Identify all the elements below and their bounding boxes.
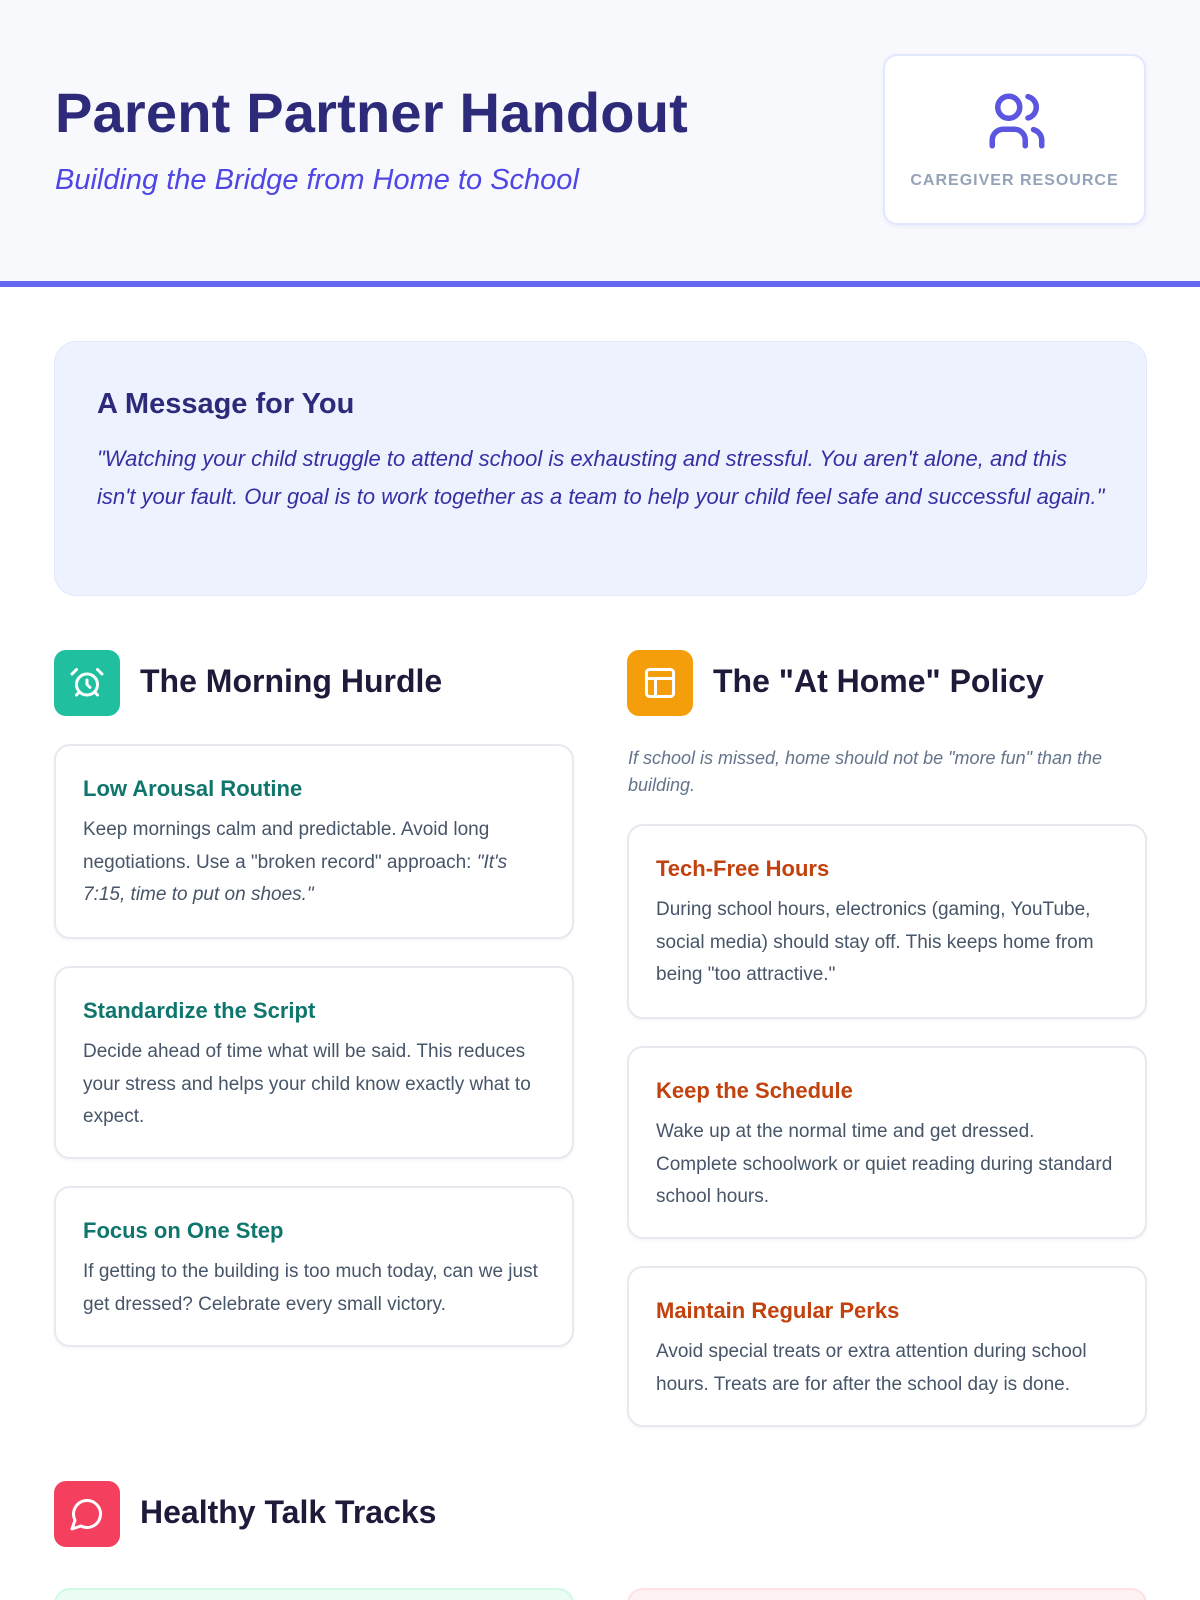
talk-icon-tile: [54, 1481, 120, 1547]
caregiver-badge: [883, 54, 1146, 225]
message-box: [54, 341, 1147, 596]
card-low-arousal-routine: [54, 744, 574, 939]
message-body: "Watching your child struggle to attend school is exhausting and stressful. You aren't alone, and this isn't your fault. Our goal is to work together as a team to help your child feel safe and successful again.": [97, 446, 1105, 509]
badge-label: CAREGIVER RESOURCE: [910, 172, 1119, 189]
talk-card-right: [627, 1588, 1147, 1600]
card-title: Focus on One Step: [83, 1218, 284, 1243]
card-standardize-script: [54, 966, 574, 1159]
chat-bubble-icon: [69, 1496, 105, 1532]
morning-section-header: [54, 650, 574, 716]
card-title: Keep the Schedule: [656, 1078, 853, 1103]
card-body: Wake up at the normal time and get dressed. Complete schoolwork or quiet reading during standard school hours.: [656, 1121, 1113, 1207]
home-section-title: The "At Home" Policy: [713, 663, 1044, 699]
users-icon: [984, 88, 1050, 154]
talk-section-title: Healthy Talk Tracks: [140, 1494, 437, 1530]
header: [0, 0, 1200, 287]
card-title: Tech-Free Hours: [656, 856, 830, 881]
card-body: Decide ahead of time what will be said. This reduces your stress and helps your child know exactly what to expect.: [83, 1041, 531, 1127]
card-quote: "It's 7:15, time to put on shoes.": [83, 851, 508, 905]
talk-section-header: [54, 1481, 654, 1547]
card-body: If getting to the building is too much today, can we just get dressed? Celebrate every small victory.: [83, 1261, 538, 1315]
card-tech-free-hours: [627, 824, 1147, 1019]
card-maintain-perks: [627, 1266, 1147, 1427]
alarm-clock-icon: [69, 665, 105, 701]
page-title: Parent Partner Handout: [55, 81, 688, 144]
card-focus-one-step: [54, 1186, 574, 1347]
home-policy-note: If school is missed, home should not be "more fun" than the building.: [628, 748, 1103, 795]
card-body: During school hours, electronics (gaming, YouTube, social media) should stay off. This keeps home from being "too attractive.": [656, 899, 1094, 985]
card-title: Low Arousal Routine: [83, 776, 303, 801]
card-keep-schedule: [627, 1046, 1147, 1239]
morning-section-title: The Morning Hurdle: [140, 663, 443, 699]
home-section-header: [627, 650, 1147, 716]
card-body: Keep mornings calm and predictable. Avoid long negotiations. Use a "broken record" approach: "It's 7:15, time to put on shoes.": [83, 819, 508, 905]
morning-icon-tile: [54, 650, 120, 716]
message-heading: A Message for You: [97, 388, 355, 420]
card-title: Maintain Regular Perks: [656, 1298, 900, 1323]
talk-card-left: [54, 1588, 574, 1600]
home-icon-tile: [627, 650, 693, 716]
page-subtitle: Building the Bridge from Home to School: [55, 164, 579, 196]
card-title: Standardize the Script: [83, 998, 316, 1023]
layout-icon: [642, 665, 678, 701]
card-body: Avoid special treats or extra attention during school hours. Treats are for after the school day is done.: [656, 1341, 1087, 1395]
